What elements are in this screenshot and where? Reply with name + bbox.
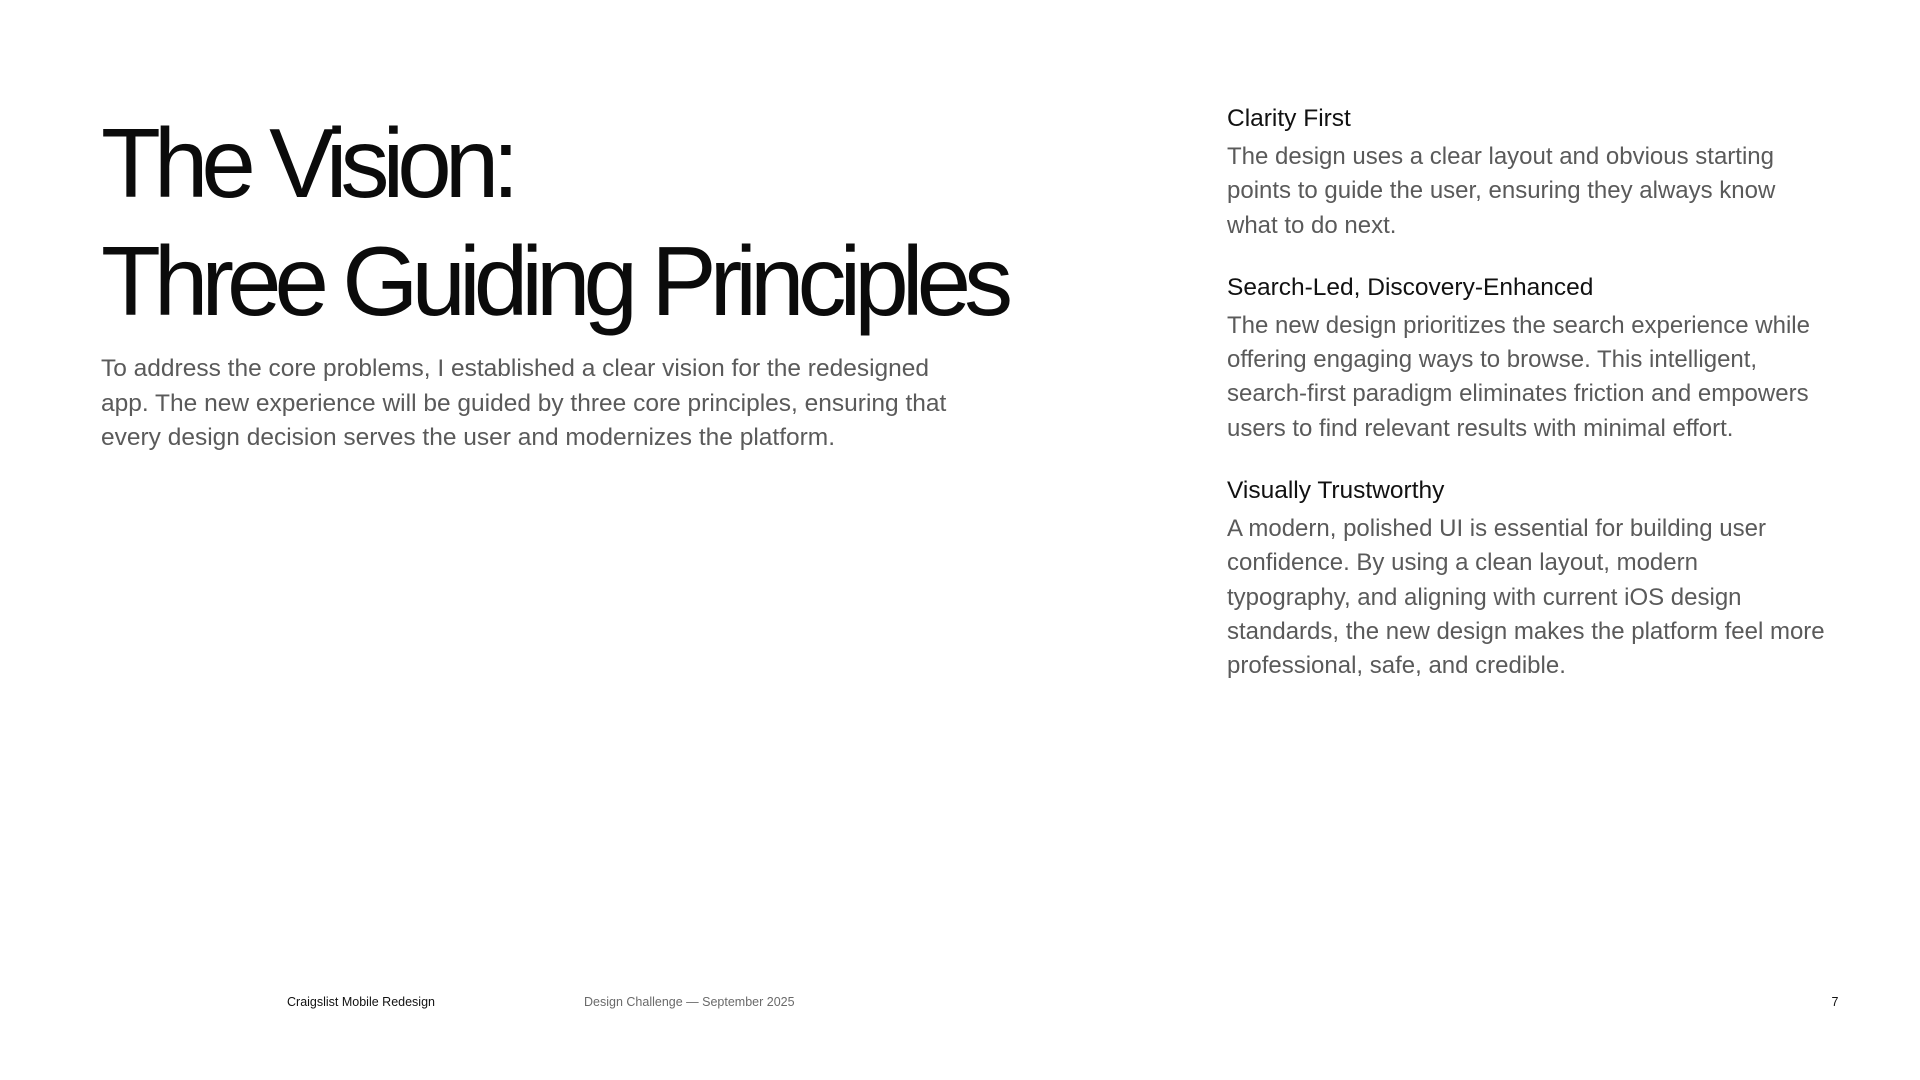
principle-clarity-first <box>1227 102 1827 243</box>
principle-description: The design uses a clear layout and obvious starting points to guide the user, ensuring they always know what to do next. <box>1227 143 1776 239</box>
intro-paragraph: To address the core problems, I established a clear vision for the redesigned app. The new experience will be guided by three core principles, ensuring that every design decision serves the user and modernizes the platform. <box>101 355 947 451</box>
principles-list <box>1227 102 1827 712</box>
principle-description: The new design prioritizes the search experience while offering engaging ways to browse. This intelligent, search-first paradigm eliminates friction and empowers users to find relevant results with minimal effort. <box>1227 311 1810 442</box>
vision-column <box>101 104 1007 456</box>
slide-title-line-2: Three Guiding Principles <box>101 226 1007 336</box>
footer-page-number: 7 <box>1831 995 1839 1009</box>
slide-title <box>101 104 1007 340</box>
principle-visually-trustworthy <box>1227 474 1827 683</box>
principle-description: A modern, polished UI is essential for building user confidence. By using a clean layout, modern typography, and aligning with current iOS design standards, the new design makes the platform feel more professional, safe, and credible. <box>1227 515 1825 680</box>
principle-search-led <box>1227 271 1827 446</box>
footer-event-date: Design Challenge — September 2025 <box>584 995 795 1009</box>
principle-heading: Visually Trustworthy <box>1227 477 1445 505</box>
principle-heading: Search-Led, Discovery-Enhanced <box>1227 273 1594 301</box>
slide-title-line-1: The Vision: <box>101 108 513 218</box>
footer-project-name: Craigslist Mobile Redesign <box>287 995 435 1009</box>
principle-heading: Clarity First <box>1227 105 1351 132</box>
